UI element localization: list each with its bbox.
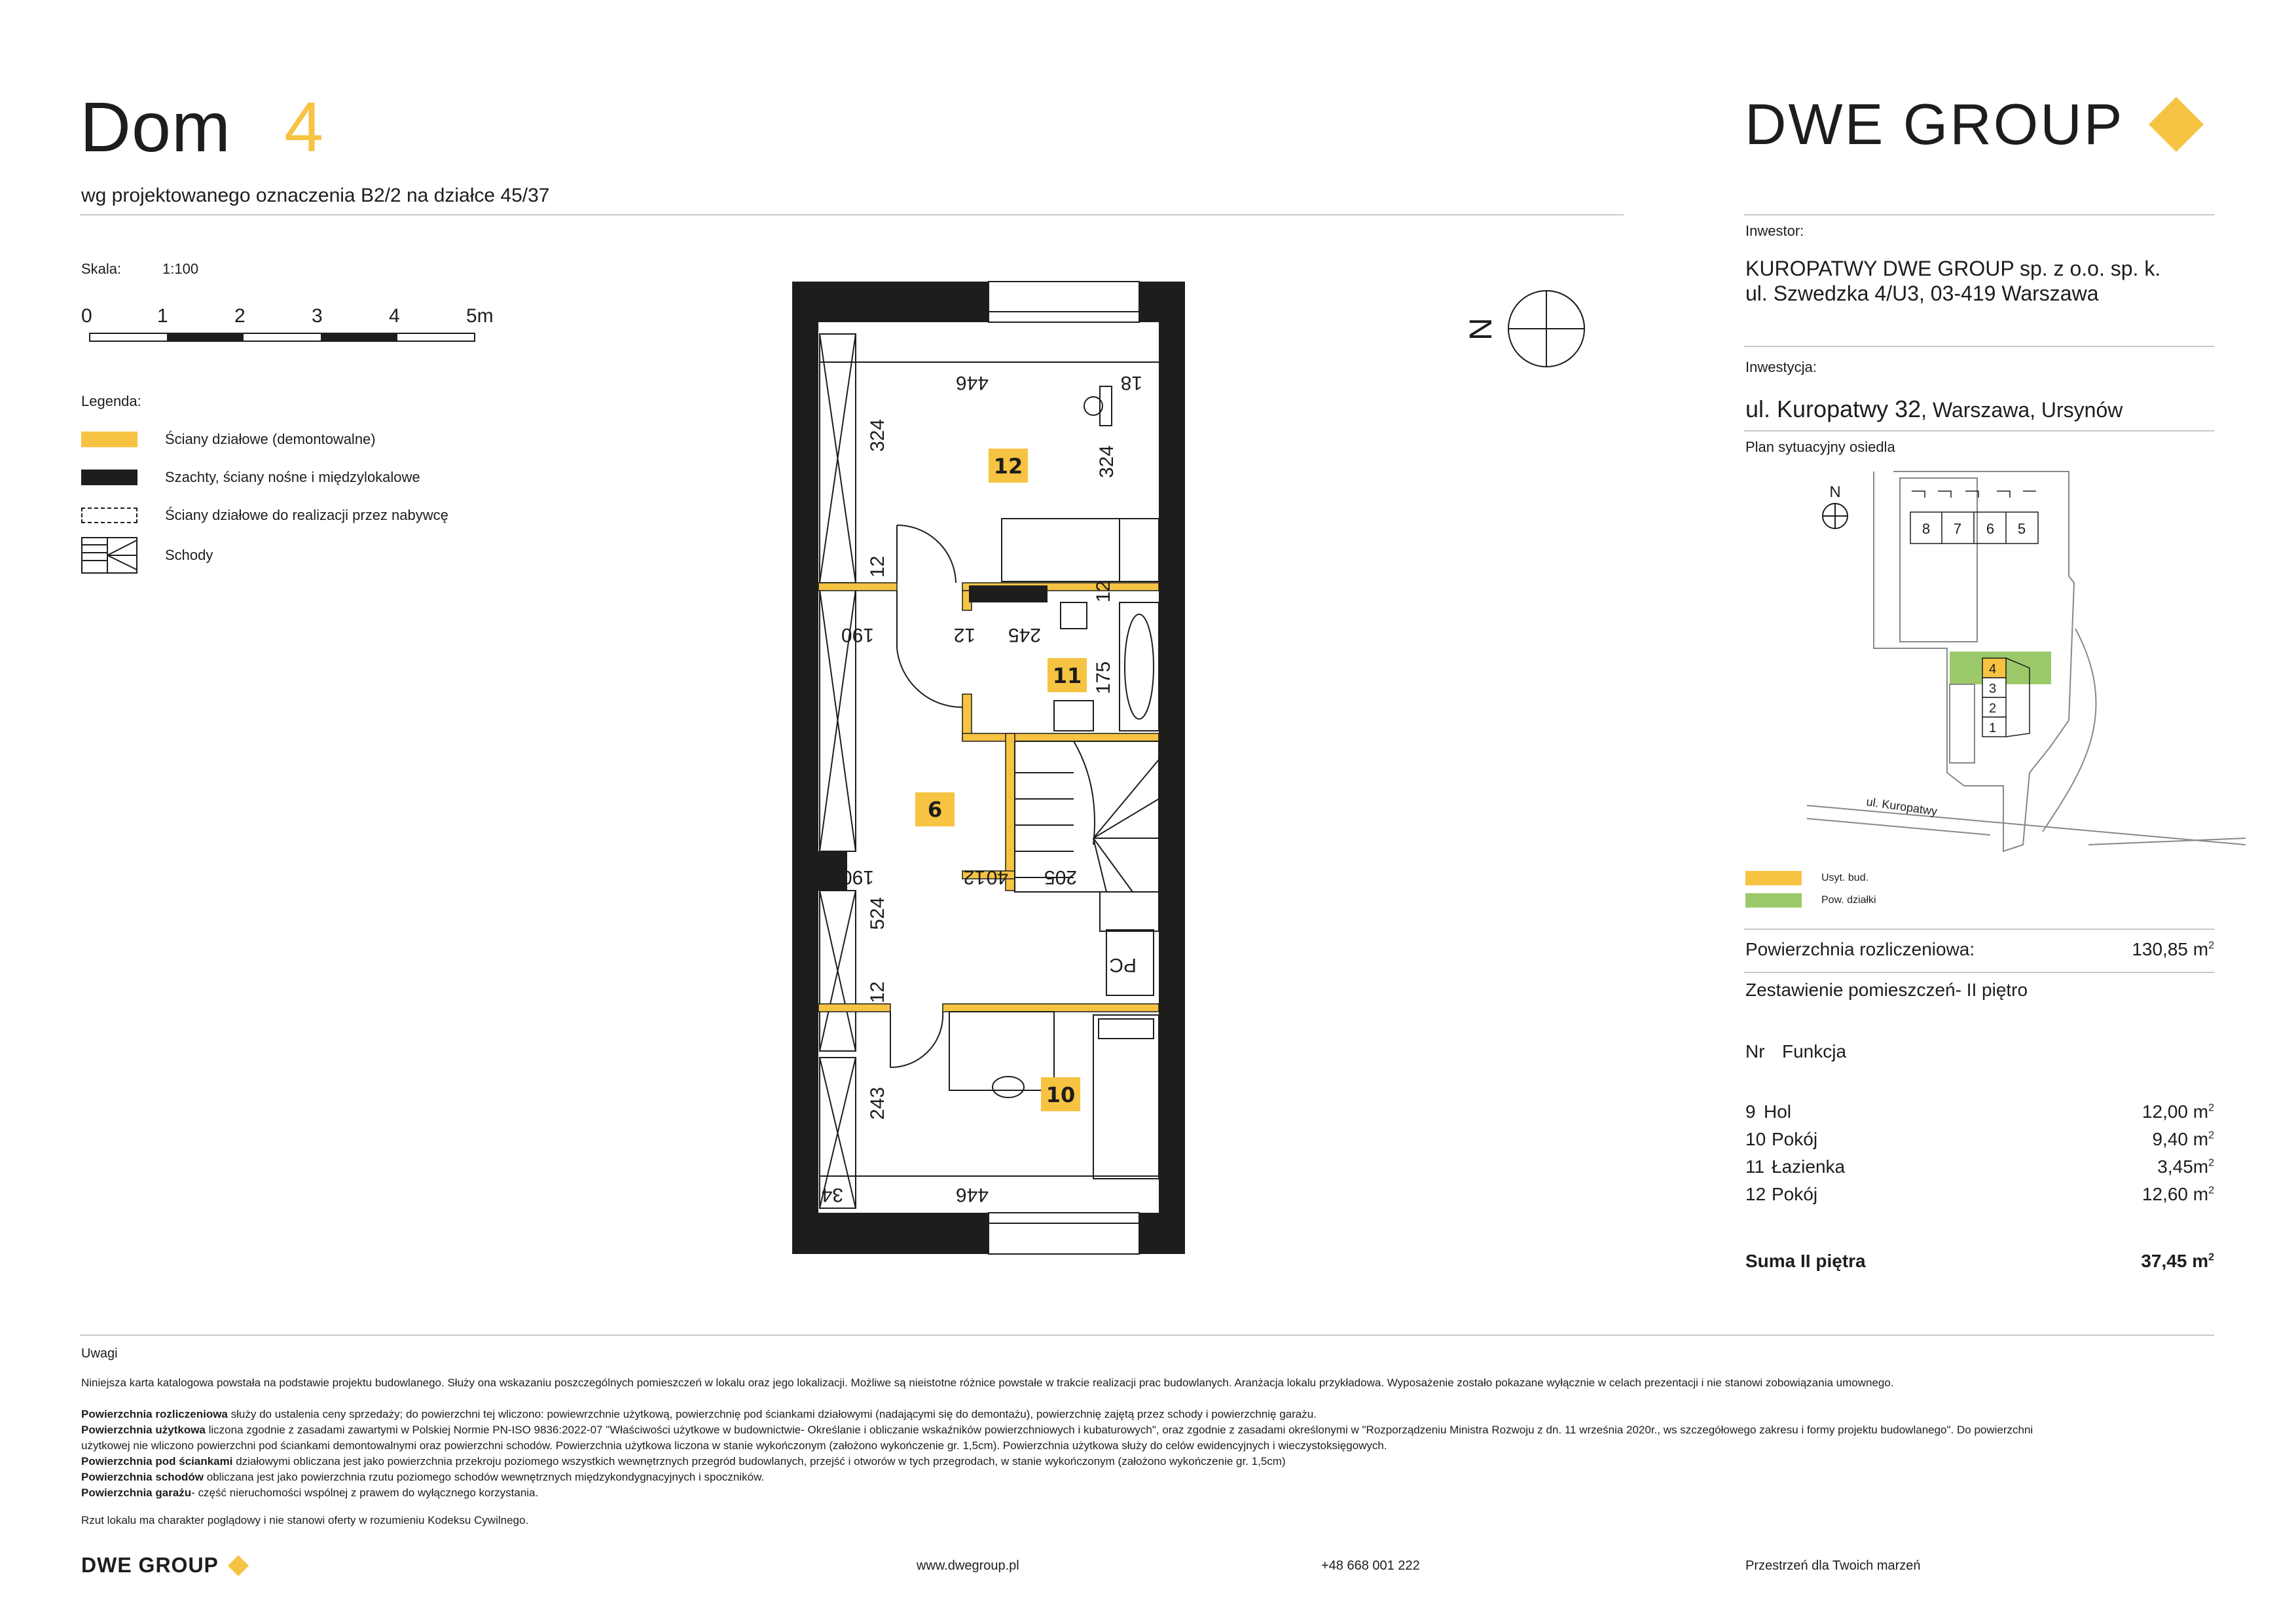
divider: [1744, 346, 2214, 347]
divider: [1744, 972, 2214, 973]
scale-label: Skala:: [81, 261, 122, 277]
floor-plan: [786, 275, 1192, 1270]
footer-slogan: Przestrzeń dla Twoich marzeń: [1745, 1559, 1921, 1573]
site-legend-building: Usyt. bud.: [1745, 871, 1868, 885]
site-plan-title: Plan sytuacyjny osiedla: [1745, 439, 1895, 455]
page-subtitle: wg projektowanego oznaczenia B2/2 na działce 45/37: [81, 185, 550, 206]
brand-diamond-icon: [2143, 92, 2209, 157]
footer-phone[interactable]: +48 668 001 222: [1321, 1559, 1420, 1573]
table-row: 11 Łazienka $3,45m^2$: [1745, 1156, 2214, 1177]
note-item: Powierzchnia garażu- część nieruchomości wspólnej z prawem do wyłącznego korzystania.: [81, 1486, 539, 1499]
svg-text:12: 12: [867, 981, 888, 1003]
legend-item: Ściany działowe (demontowalne): [81, 431, 376, 448]
investment-street: ul. Kuropatwy 32: [1745, 396, 1922, 422]
svg-text:PC: PC: [1109, 954, 1137, 976]
scale-tick-1: 1: [157, 305, 168, 327]
note-item: Powierzchnia pod ściankami działowymi obliczana jest jako powierzchnia przekroju poziomego wszystkich wewnętrznych przegród budowlanych, przejść i otworów w tych przegrodach, w stanie wykończonym (założono wykończenie gr. 1,5cm): [81, 1455, 1286, 1467]
svg-text:324: 324: [1096, 445, 1118, 478]
dimension-labels: [822, 372, 1142, 1206]
svg-text:34: 34: [821, 1184, 843, 1206]
svg-text:12: 12: [993, 454, 1023, 479]
north-indicator: [1463, 288, 1587, 369]
svg-text:446: 446: [955, 372, 989, 394]
window-top: [989, 282, 1139, 322]
wall-top-left: [792, 282, 989, 322]
svg-text:245: 245: [1008, 624, 1041, 646]
investor-line1: KUROPATWY DWE GROUP sp. z o.o. sp. k.: [1745, 257, 2161, 280]
notes-title: Uwagi: [81, 1346, 118, 1361]
rooms-table-title: Zestawienie pomieszczeń- II piętro: [1745, 980, 2028, 1000]
svg-text:205: 205: [1044, 866, 1077, 888]
table-row: 12 Pokój 12,60 $m^2$: [1745, 1184, 2214, 1204]
wall-top-right: [1139, 282, 1185, 322]
svg-text:5: 5: [2017, 521, 2026, 537]
page-title: [80, 87, 325, 166]
title-number: 4: [284, 87, 325, 166]
legend-swatch-dashed: [81, 507, 137, 523]
svg-text:190: 190: [841, 866, 874, 888]
svg-text:8: 8: [1922, 521, 1931, 537]
footer-diamond-icon: [227, 1554, 250, 1578]
notes-list: [81, 1407, 2078, 1501]
rooms-table: [1745, 1101, 2214, 1211]
investor-label: Inwestor:: [1745, 223, 1804, 239]
svg-text:10: 10: [1046, 1082, 1076, 1107]
legend-item: Schody: [81, 537, 213, 574]
wall-right: [1159, 282, 1185, 1254]
svg-text:12: 12: [953, 624, 975, 646]
svg-text:12: 12: [963, 866, 985, 888]
rooms-table-header: Nr Funkcja: [1745, 1041, 1847, 1061]
furniture: [949, 386, 1159, 1179]
svg-text:446: 446: [955, 1184, 989, 1206]
scale-tick-4: 4: [389, 305, 400, 327]
compass-icon: [1506, 288, 1587, 369]
investment-address: [1745, 396, 2123, 423]
notes-disclaimer: Rzut lokalu ma charakter poglądowy i nie stanowi oferty w rozumieniu Kodeksu Cywilnego.: [81, 1514, 529, 1526]
svg-text:175: 175: [1093, 661, 1114, 694]
table-row: 9 Hol 12,00 $m^2$: [1745, 1101, 2214, 1122]
legend-title: Legenda:: [81, 393, 141, 409]
staircase: [1015, 741, 1159, 931]
scale-tick-5: 5m: [466, 305, 494, 327]
footer-logo: DWE GROUP: [81, 1553, 250, 1578]
svg-text:524: 524: [867, 896, 888, 930]
room-badge-10: [1041, 1077, 1080, 1111]
investor-line2: ul. Szwedzka 4/U3, 03-419 Warszawa: [1745, 282, 2099, 305]
svg-text:6: 6: [1986, 521, 1995, 537]
note-item: Powierzchnia rozliczeniowa służy do ustalenia ceny sprzedaży; do powierzchni tej wliczono: powiewrzchnie użytkową, powierzchnię pod ściankami działowymi (nadającymi się do demontażu), powierzchnię zajętą przez schody i powierzchnię garażu.: [81, 1408, 1317, 1420]
legend-item: Szachty, ściany nośne i międzylokalowe: [81, 469, 420, 486]
brand-name: DWE GROUP: [1745, 92, 2124, 157]
scale-tick-2: 2: [234, 305, 246, 327]
svg-text:12: 12: [1093, 580, 1114, 602]
area-label: Powierzchnia rozliczeniowa:: [1745, 939, 1975, 959]
notes-intro: Niniejsza karta katalogowa powstała na podstawie projektu budowlanego. Służy ona wskazaniu poszczególnych pomieszczeń w lokalu oraz jego lokalizacji. Możliwe są nieistotne różnice powstałe w trakcie realizacji prac budowlanych. Aranżacja lokalu przykładowa. Wyposażenie zostało pokazane wyłącznie w celach prezentacji i nie stanowi zobowiązania umownego.: [81, 1376, 1894, 1389]
table-row: 10 Pokój 9,40 $m^2$: [1745, 1129, 2214, 1149]
header-divider: [80, 214, 1624, 215]
partition-walls: [818, 580, 1159, 1012]
shaft-left: [820, 334, 856, 1208]
room-badge-9: [915, 792, 955, 826]
investment-label: Inwestycja:: [1745, 359, 1817, 375]
site-legend-plot: Pow. działki: [1745, 893, 1876, 908]
scale-bar: [81, 305, 494, 344]
brand-logo: [1745, 92, 2209, 157]
svg-text:7: 7: [1953, 521, 1962, 537]
legend-swatch-black: [81, 470, 137, 485]
room-badge-11: [1048, 658, 1087, 692]
note-item: Powierzchnia użytkowa liczona zgodnie z zasadami zawartymi w Polskiej Normie PN-ISO 9836:2022-07 "Właściwości użytkowe w budownictwie- Określanie i obliczanie wskaźników powierzchniowych i kubaturowych", oraz zgodnie z zasadami określonymi w "Rozporządzeniu Ministra Rozwoju z dn. 11 września 2020r., ws szczegółowego zakresu i formy projektu budowlanego". Do powierzchni użytkowej nie wliczono powierzchni pod ściankami demontowalnymi oraz powierzchni schodów. Powierzchnia użytkowa liczona w stanie wykończonym (założono wykończenie gr. 1,5cm). Powierzchnia użytkowa służy do celów ewidencyjnych i wieczystoksięgowych.: [81, 1424, 2033, 1452]
scale-value: 1:100: [162, 261, 199, 277]
north-label: N: [1463, 317, 1499, 341]
divider: [1744, 929, 2214, 930]
svg-text:40: 40: [986, 866, 1008, 888]
stairs-icon: [81, 537, 137, 574]
legend-swatch-yellow: [81, 432, 137, 447]
svg-text:9: 9: [927, 796, 943, 821]
svg-text:18: 18: [1120, 372, 1142, 394]
investment-city: , Warszawa, Ursynów: [1921, 398, 2123, 422]
svg-text:4: 4: [1989, 662, 1997, 676]
scale-tick-3: 3: [312, 305, 323, 327]
footer-website[interactable]: www.dwegroup.pl: [917, 1559, 1019, 1573]
svg-text:3: 3: [1989, 682, 1997, 696]
rooms-sum: Suma II piętra 37,45 $m^2$: [1745, 1251, 2214, 1271]
divider: [1744, 430, 2214, 432]
wall-left: [792, 282, 818, 1254]
svg-text:12: 12: [867, 555, 888, 578]
scale-tick-0: 0: [81, 305, 92, 327]
svg-text:324: 324: [867, 418, 888, 452]
wall-bottom-right: [1139, 1213, 1185, 1254]
svg-text:190: 190: [841, 624, 874, 646]
notes-divider: [80, 1335, 2214, 1336]
site-legend-swatch-plot: [1745, 893, 1802, 908]
right-divider-top: [1744, 214, 2214, 215]
wall-bottom-left: [792, 1213, 989, 1254]
window-bottom: [989, 1213, 1139, 1254]
note-item: Powierzchnia schodów obliczana jest jako powierzchnia rzutu poziomego schodów wewnętrznych międzykondygnacyjnych i spoczników.: [81, 1471, 765, 1483]
svg-text:2: 2: [1989, 701, 1997, 716]
svg-text:11: 11: [1052, 663, 1082, 688]
svg-text:1: 1: [1989, 721, 1997, 735]
site-legend-swatch-building: [1745, 871, 1802, 885]
legend-item: Ściany działowe do realizacji przez nabywcę: [81, 507, 448, 524]
area-value: 130,85 $m^2$: [2132, 939, 2214, 959]
site-plan-north: N: [1819, 483, 1851, 534]
title-word: Dom: [80, 87, 232, 166]
site-street-label: ul. Kuropatwy: [1865, 795, 1939, 819]
room-badge-12: [989, 449, 1028, 483]
site-plan-map: [1794, 465, 2296, 864]
svg-text:243: 243: [867, 1086, 888, 1120]
